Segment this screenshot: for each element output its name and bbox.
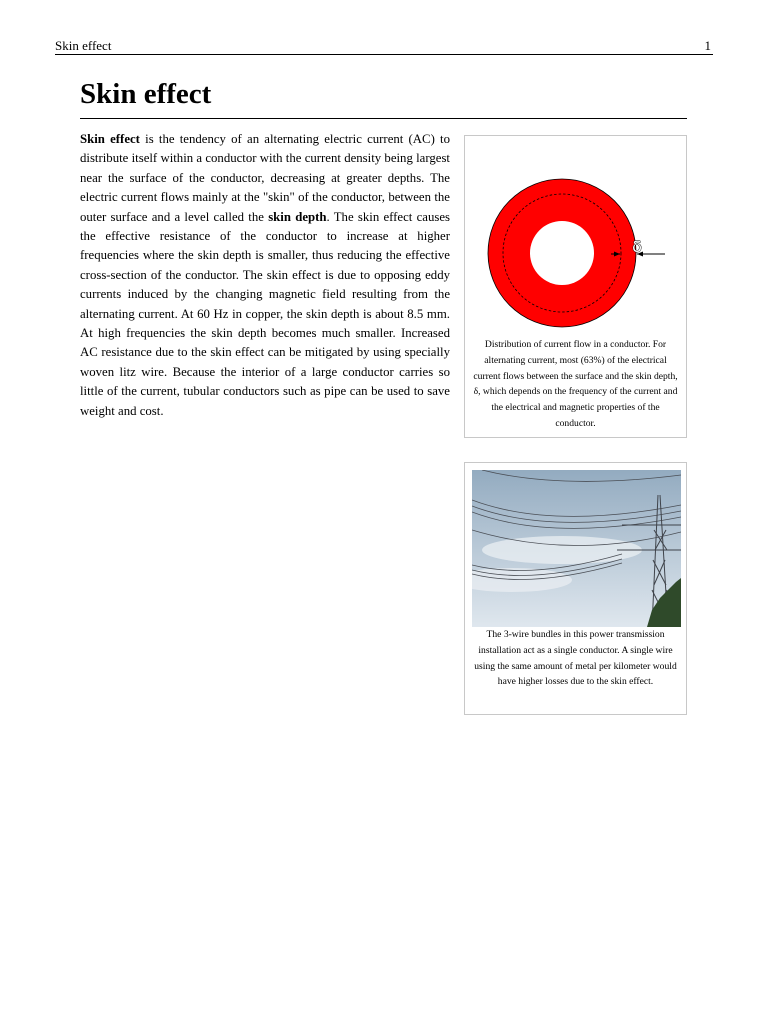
power-line-photo — [472, 470, 681, 627]
skin-depth-diagram — [487, 178, 667, 328]
conductor-core — [530, 221, 594, 285]
skin-depth-label: δ — [632, 237, 642, 256]
figure-caption: Distribution of current flow in a conductor. For alternating current, most (63%) of the electrical current flows between the surface and the skin depth, δ, which depends on the frequency of the current and the electrical and magnetic properties of the conductor. — [473, 339, 678, 429]
running-header — [55, 38, 713, 55]
intro-text: is the tendency of an alternating electric current (AC) to distribute itself within a conductor with the current density being largest near the surface of the conductor, decreasing at greater depths. The electric current flows mainly at the "skin" of the conductor, between the outer surface and a level called the — [80, 132, 450, 224]
article-intro — [80, 130, 450, 421]
figure-current-distribution — [464, 135, 687, 438]
intro-term-bold: Skin effect — [80, 132, 140, 146]
page-number: 1 — [704, 38, 711, 53]
article-title: Skin effect — [80, 76, 687, 119]
skin-depth-term: skin depth — [268, 209, 327, 224]
figure-caption: The 3-wire bundles in this power transmission installation act as a single conductor. A single wire using the same amount of metal per kilometer would have higher losses due to the skin effect. — [474, 629, 677, 688]
intro-text-cont: . The skin effect causes the effective resistance of the conductor to increase at higher frequencies where the skin depth is smaller, thus reducing the effective cross-section of the conductor. The skin effect is due to opposing eddy currents induced by the changing magnetic field resulting from the alternating current. At 60 Hz in copper, the skin depth is about 8.5 mm. At high frequencies the skin depth becomes much smaller. Increased AC resistance due to the skin effect can be mitigated by using specially woven litz wire. Because the interior of a large conductor carries so little of the current, tubular conductors such as pipe can be used to save weight and cost. — [80, 209, 450, 418]
running-title: Skin effect — [55, 38, 112, 53]
figure-power-lines — [464, 462, 687, 715]
